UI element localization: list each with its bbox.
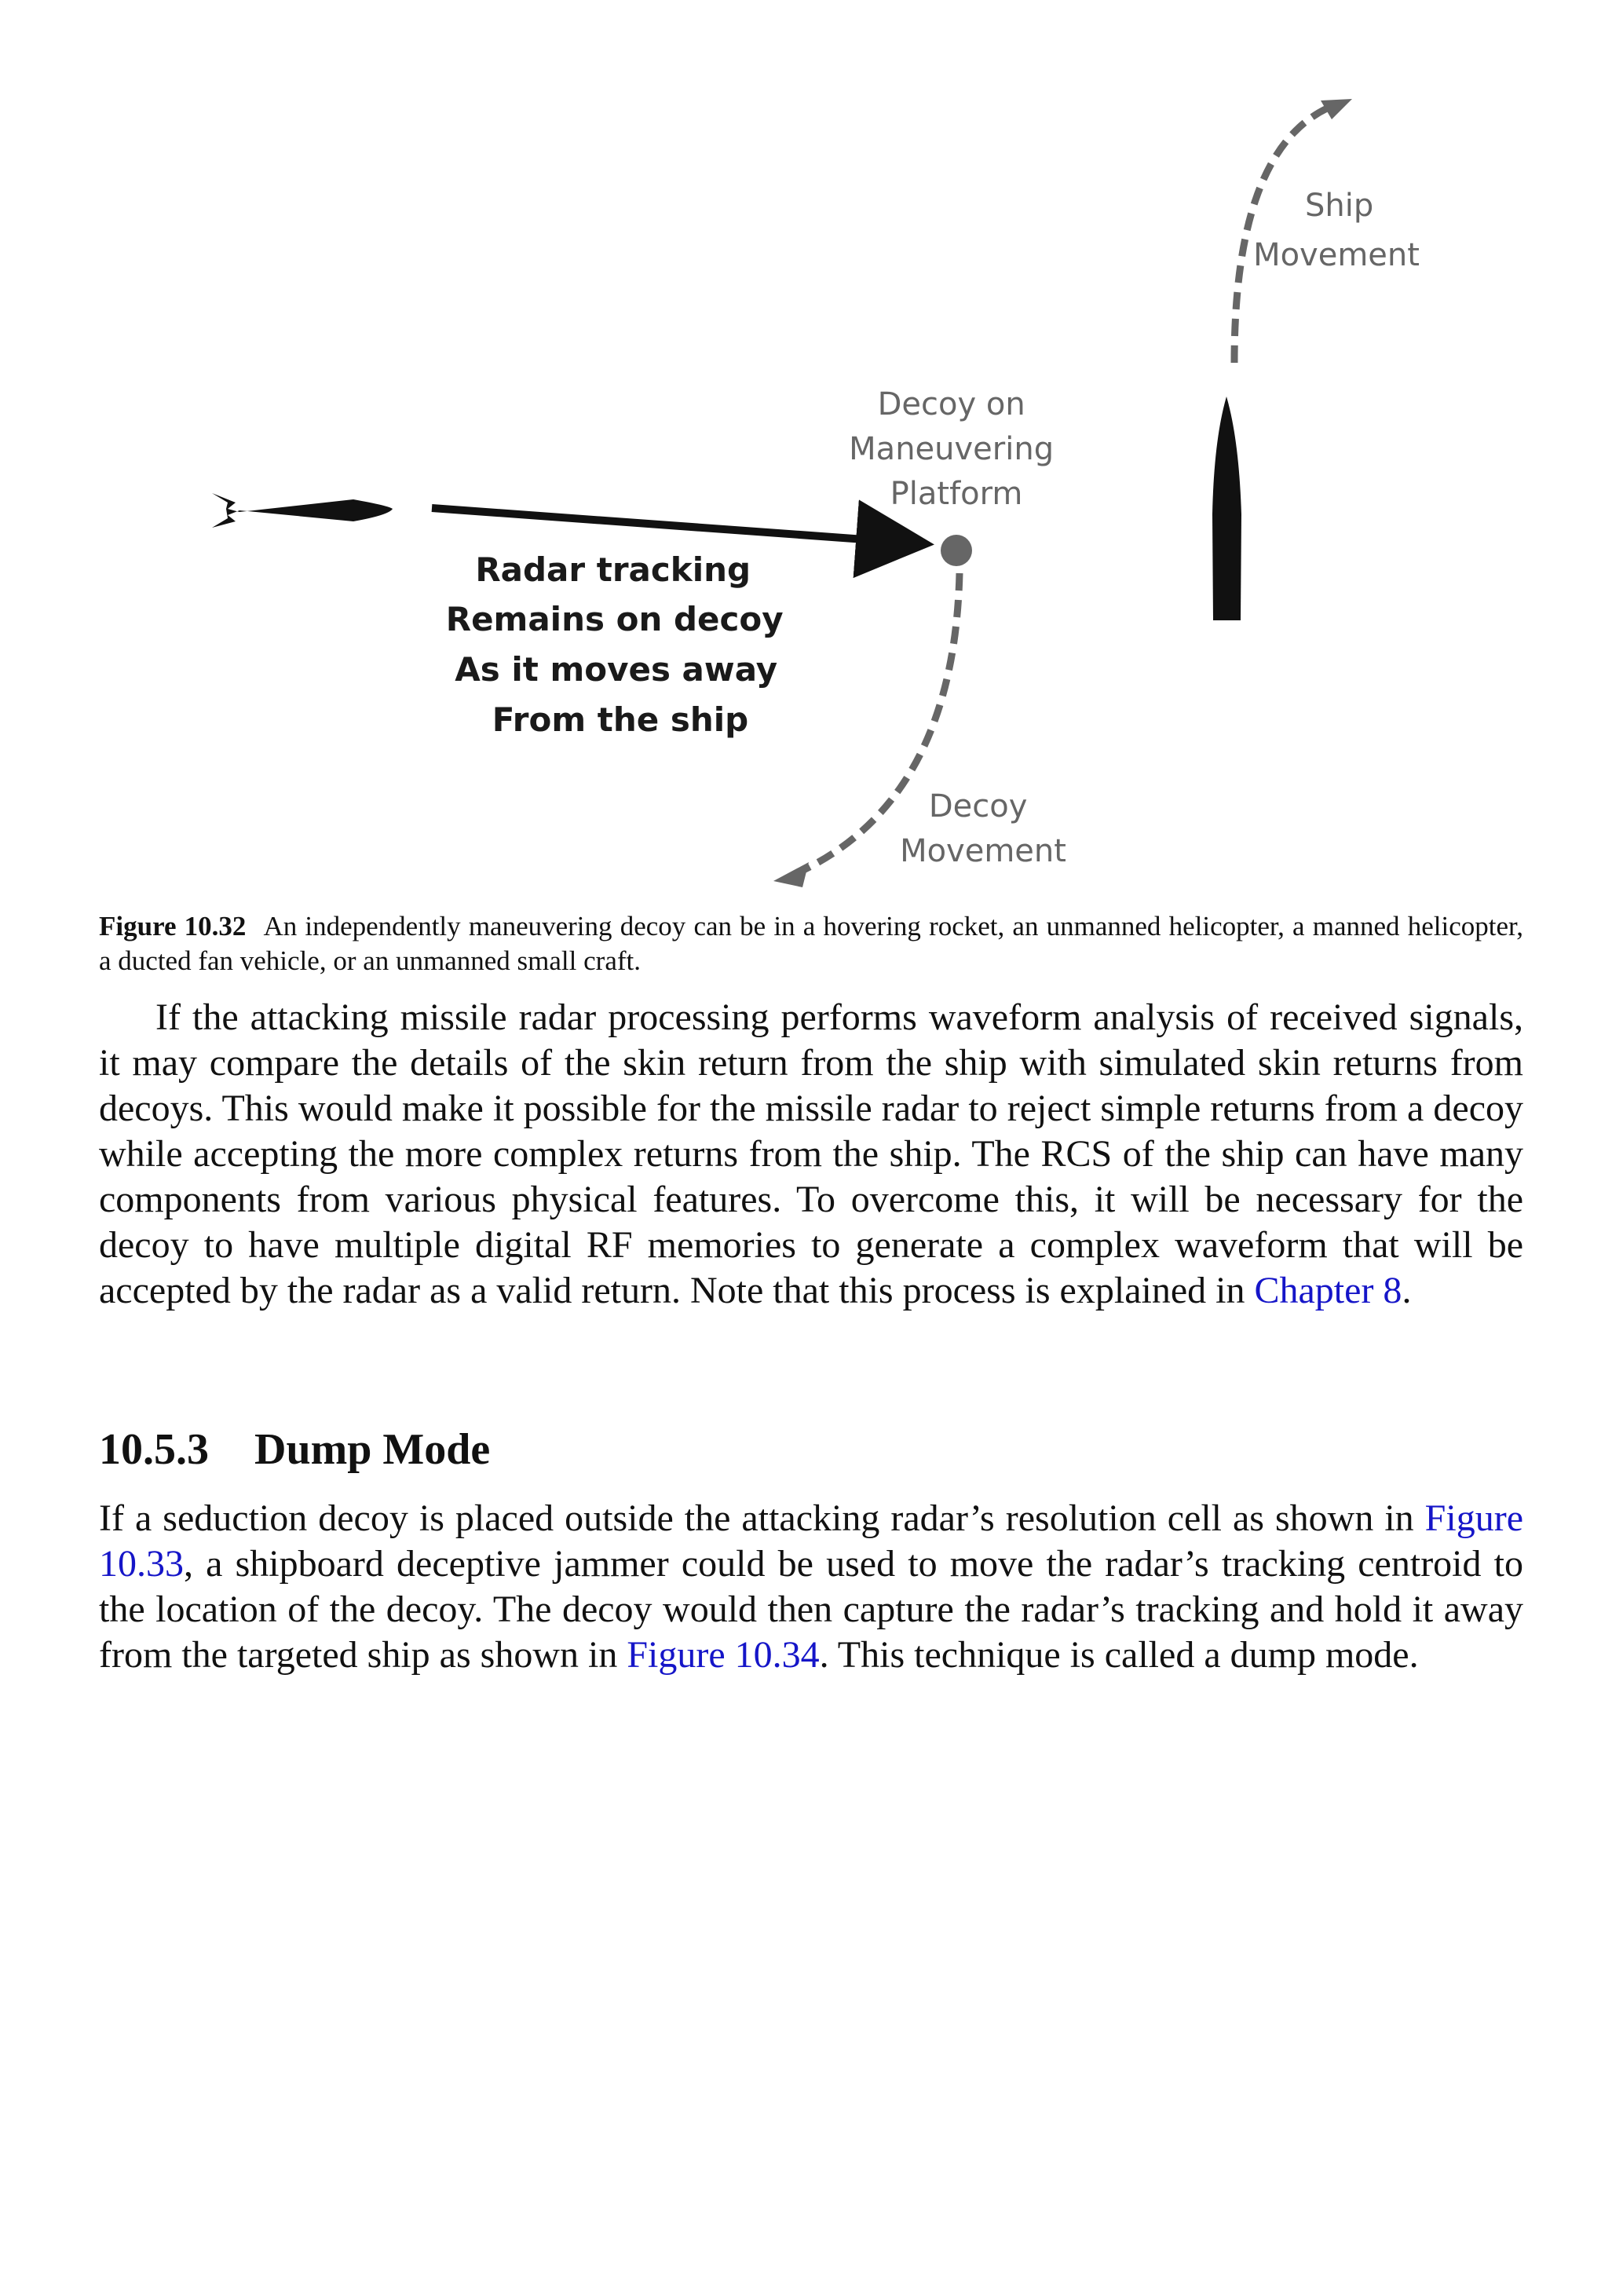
figure-10-32	[0, 0, 1623, 903]
paragraph-1-end: .	[1402, 1270, 1412, 1311]
section-title: Dump Mode	[254, 1425, 491, 1474]
figure-10-34-link[interactable]: Figure 10.34	[627, 1634, 820, 1676]
body-paragraph-2	[99, 1496, 1523, 1678]
paragraph-2-part-3: . This technique is called a dump mode.	[819, 1634, 1419, 1676]
section-number: 10.5.3	[99, 1425, 209, 1474]
decoy-movement-arrowhead	[773, 862, 809, 887]
decoy-movement-path	[797, 573, 960, 873]
section-heading	[99, 1424, 490, 1475]
decoy-platform-label: Decoy on Maneuvering Platform	[849, 386, 1055, 512]
figure-10-33-link[interactable]: Figure 10.33	[99, 1497, 1523, 1585]
paragraph-2-part-1: If a seduction decoy is placed outside the attacking radar’s resolution cell as shown in	[99, 1497, 1425, 1539]
decoy-diagram	[0, 0, 1623, 903]
figure-number: Figure 10.32	[99, 911, 247, 941]
caption-text: An independently maneuvering decoy can be in a hovering rocket, an unmanned helicopter, a manned helicopter, a ducted fan vehicle, or an unmanned small craft.	[99, 911, 1523, 976]
body-paragraph-1	[99, 995, 1523, 1314]
missile-icon	[212, 493, 393, 528]
ship-icon	[1212, 397, 1241, 620]
ship-movement-label: Ship Movement	[1253, 188, 1420, 273]
paragraph-2-part-2: , a shipboard deceptive jammer could be used to move the radar’s tracking centroid to the location of the decoy. The decoy would then capture the radar’s tracking and hold it away from the targeted ship as shown in	[99, 1543, 1523, 1676]
decoy-movement-label: Decoy Movement	[900, 788, 1066, 869]
radar-tracking-arrow	[432, 508, 919, 543]
ship-movement-path	[1234, 108, 1327, 363]
paragraph-1-text: If the attacking missile radar processing performs waveform analysis of received signals, it may compare the details of the skin return from the ship with simulated skin returns from decoys. This would make it possible for the missile radar to reject simple returns from a decoy while accepting the more complex returns from the ship. The RCS of the ship can have many components from various physical features. To overcome this, it will be necessary for the decoy to have multiple digital RF memories to generate a complex waveform that will be accepted by the radar as a valid return. Note that this process is explained in	[99, 996, 1523, 1311]
figure-caption	[99, 909, 1523, 978]
decoy-platform-dot	[941, 535, 972, 566]
radar-tracking-label: Radar tracking Remains on decoy As it moves away From the ship	[445, 550, 784, 739]
chapter-8-link[interactable]: Chapter 8	[1254, 1270, 1402, 1311]
